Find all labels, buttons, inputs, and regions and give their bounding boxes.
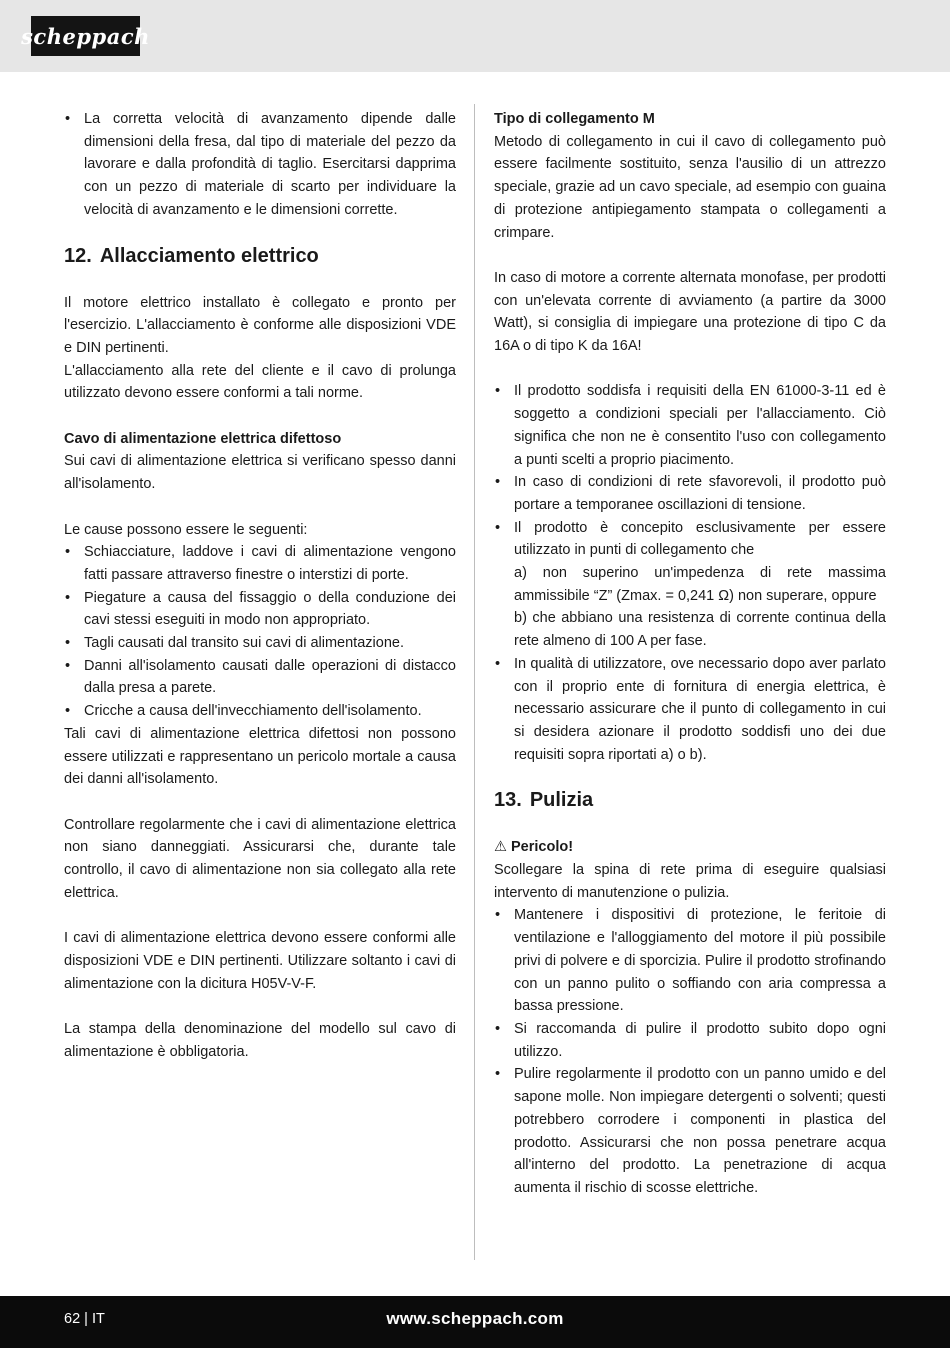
column-divider [474, 104, 475, 1260]
list-item: • In caso di condizioni di rete sfavorevoli, il prodotto può portare a temporanee oscillazioni di tensione. [494, 471, 886, 516]
danger-heading: ⚠ Pericolo! [494, 836, 886, 859]
paragraph: Scollegare la spina di rete prima di eseguire qualsiasi intervento di manutenzione o pulizia. [494, 862, 886, 901]
cleaning-list [494, 904, 886, 1199]
paragraph: L'allacciamento alla rete del cliente e il cavo di prolunga utilizzato devono essere conformi a tali norme. [64, 362, 456, 402]
requirements-list [494, 380, 886, 766]
list-item: • Schiacciature, laddove i cavi di alimentazione vengono fatti passare attraverso finestre o interstizi di porte. [64, 541, 456, 586]
section-heading-12: 12. Allacciamento elettrico [64, 244, 319, 267]
intro-list [64, 108, 456, 222]
causes-list [64, 541, 456, 723]
list-item-text: b) che abbiano una resistenza di corrente continua della rete almeno di 100 A per fase. [514, 610, 886, 650]
paragraph: Sui cavi di alimentazione elettrica si verificano spesso danni all'isolamento. [64, 453, 456, 493]
subheading-connection-type-m: Tipo di collegamento M [494, 111, 655, 127]
paragraph: La stampa della denominazione del modello sul cavo di alimentazione è obbligatoria. [64, 1020, 456, 1060]
list-item [494, 517, 886, 653]
scheppach-logo: scheppach [31, 16, 140, 56]
list-item: • Si raccomanda di pulire il prodotto subito dopo ogni utilizzo. [494, 1018, 886, 1063]
paragraph: Tali cavi di alimentazione elettrica difettosi non possono essere utilizzati e rappresentano un pericolo mortale a causa dei danni all'isolamento. [64, 725, 456, 788]
list-item: • In qualità di utilizzatore, ove necessario dopo aver parlato con il proprio ente di fornitura di energia elettrica, è necessario assicurare che il punto di collegamento in cui si desidera azionare il prodotto soddisfi uno dei due requisiti sopra riportati a) o b). [494, 653, 886, 767]
warning-icon: ⚠ [494, 839, 507, 856]
left-column [64, 108, 456, 1063]
paragraph: In caso di motore a corrente alternata monofase, per prodotti con un'elevata corrente di avviamento (a partire da 3000 Watt), si consiglia di impiegare una protezione di tipo C da 16A o di tipo K da 16A! [494, 269, 886, 355]
list-item-text: a) non superino un'impedenza di rete massima ammissibile “Z” (Zmax. = 0,241 Ω) non superare, oppure [514, 565, 886, 604]
list-item: • Il prodotto soddisfa i requisiti della EN 61000-3-11 ed è soggetto a condizioni speciali per l'allacciamento. Ciò significa che non ne è consentito l'uso con collegamento a punti scelti a proprio piacimento. [494, 380, 886, 471]
paragraph: I cavi di alimentazione elettrica devono essere conformi alle disposizioni VDE e DIN pertinenti. Utilizzare soltanto i cavi di alimentazione con la dicitura H05V-V-F. [64, 930, 456, 992]
section-heading-13: 13. Pulizia [494, 789, 594, 812]
paragraph: Controllare regolarmente che i cavi di alimentazione elettrica non siano danneggiati. Assicurarsi che, durante tale controllo, il cavo di alimentazione non sia collegato alla rete elettrica. [64, 816, 456, 901]
list-item: • Mantenere i dispositivi di protezione, le feritoie di ventilazione e l'alloggiamento del motore il più possibile privi di polvere e di sporcizia. Pulire il prodotto strofinando con un panno pulito o soffiando con aria compressa a bassa pressione. [494, 904, 886, 1018]
list-item-text: • Il prodotto è concepito esclusivamente per essere utilizzato in punti di collegamento che [514, 519, 886, 559]
paragraph: Metodo di collegamento in cui il cavo di collegamento può essere facilmente sostituito, senza l'ausilio di un attrezzo speciale, grazie ad un cavo speciale, ad esempio con guaina di protezione antipiegamento stampata o collegamenti a crimpare. [494, 133, 886, 241]
paragraph: Le cause possono essere le seguenti: [64, 521, 308, 538]
list-item: • La corretta velocità di avanzamento dipende dalle dimensioni della fresa, dal tipo di materiale del pezzo da lavorare e dalla profondità di taglio. Esercitarsi dapprima con un pezzo di materiale di scarto per individuare la velocità di avanzamento e le dimensioni corrette. [64, 108, 456, 222]
list-item: • Tagli causati dal transito sui cavi di alimentazione. [64, 632, 456, 655]
list-item: • Cricche a causa dell'invecchiamento dell'isolamento. [64, 700, 456, 723]
page-number: 62 | IT [64, 1311, 105, 1327]
paragraph: Il motore elettrico installato è collegato e pronto per l'esercizio. L'allacciamento è conforme alle disposizioni VDE e DIN pertinenti. [64, 294, 456, 356]
header-bar [0, 0, 950, 72]
footer-bar [0, 1296, 950, 1348]
right-column [494, 108, 886, 1200]
list-item: • Piegature a causa del fissaggio o della conduzione dei cavi stessi eseguiti in modo non appropriato. [64, 587, 456, 632]
subheading-defective-cable: Cavo di alimentazione elettrica difettoso [64, 430, 342, 447]
list-item: • Pulire regolarmente il prodotto con un panno umido e del sapone molle. Non impiegare detergenti o solventi; questi potrebbero corrodere i componenti in plastica del prodotto. Assicurarsi che non possa penetrare acqua all'interno del prodotto. La penetrazione di acqua aumenta il rischio di scosse elettriche. [494, 1063, 886, 1199]
list-item: • Danni all'isolamento causati dalle operazioni di distacco dalla presa a parete. [64, 655, 456, 700]
website-link[interactable]: www.scheppach.com [386, 1309, 564, 1328]
